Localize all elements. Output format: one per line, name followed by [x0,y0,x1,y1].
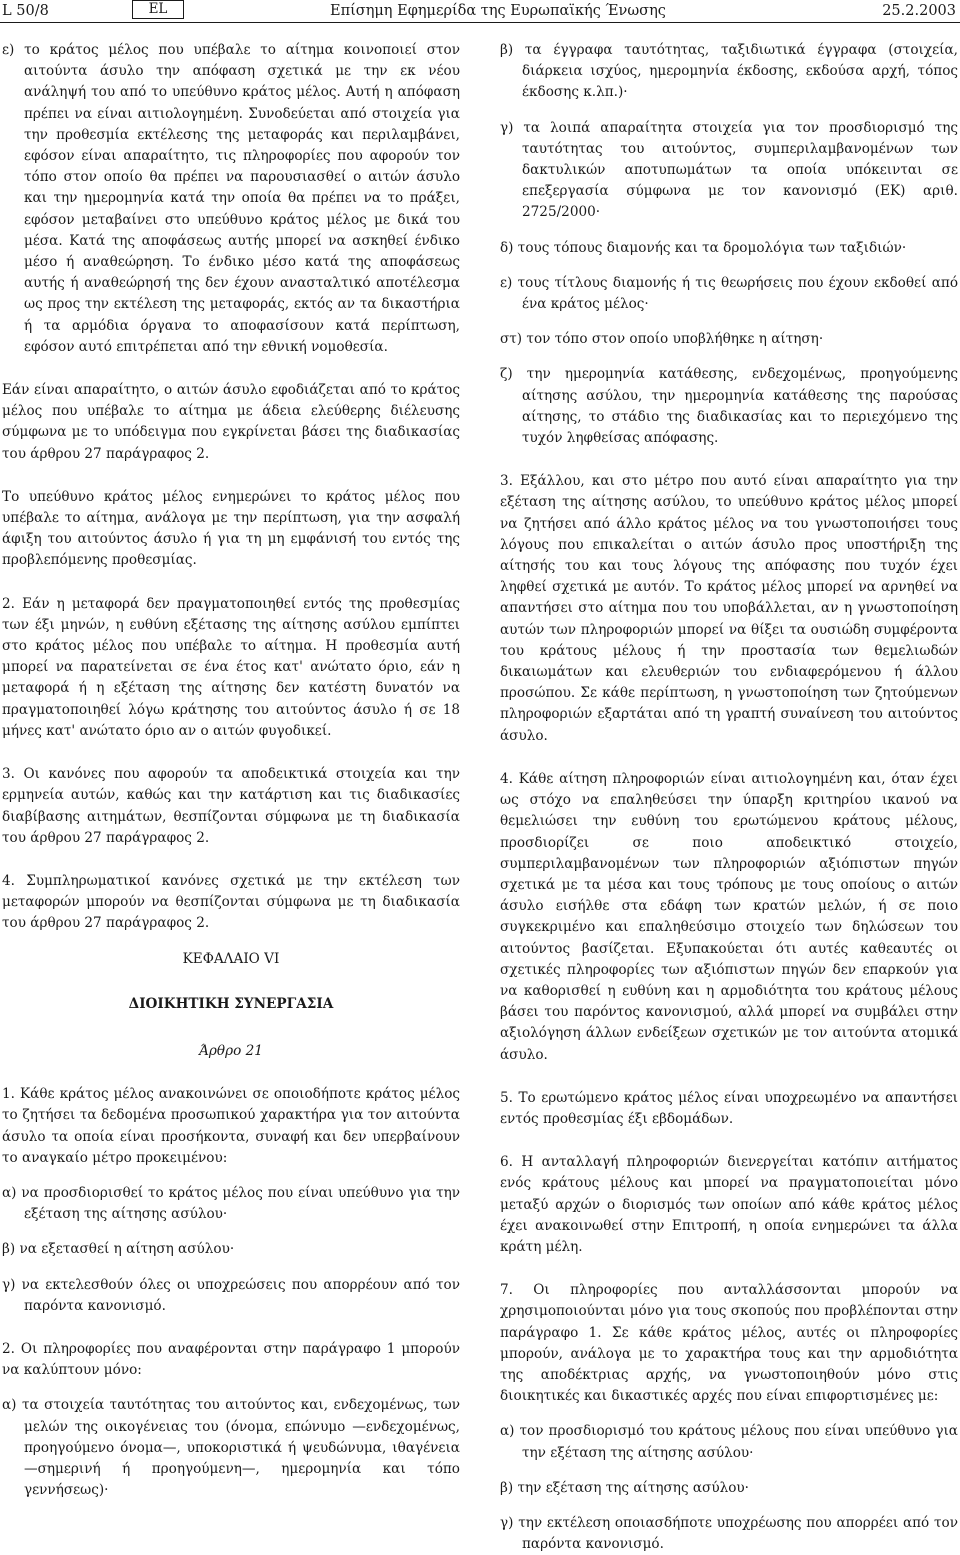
right-para-3: 3. Εξάλλου, και στο μέτρο που αυτό είναι απαραίτητο για την εξέταση της αίτησης ασύλου, το υπεύθυνο κράτος μέλος μπορεί να ζητήσει από άλλο κράτος μέλος να του γνωστοποιήσει τους λόγους που επικαλείται ο αιτών άσυλο προς υποστήριξη της αίτησής του και τους λόγους της απόφασης που τυχόν έχει ληφθεί σχετικά με αυτόν. Το κράτος μέλος μπορεί να αρνηθεί να απαντήσει στο αίτημα που του υποβάλλεται, αν η γνωστοποίηση αυτών των πληροφοριών μπορεί να θίξει τα ουσιώδη συμφέροντα του κράτους μέλους ή την προστασία των θεμελιωδών δικαιωμάτων και ελευθεριών του ενδιαφερόμενου ή άλλου προσώπου. Σε κάθε περίπτωση, η γνωστοποίηση των ζητούμενων πληροφοριών εξαρτάται από τη γραπτή συναίνεση του αιτούντος άσυλο. [500,473,958,744]
left-para-5: 3. Οι κανόνες που αφορούν τα αποδεικτικά στοιχεία και την ερμηνεία αυτών, καθώς και την κατάρτιση και τις διαδικασίες διαβίβασης αιτημάτων, θεσπίζονται σύμφωνα με τη διαδικασία του άρθρου 27 παράγραφος 2. [2,766,460,846]
right-item-c: γ) τα λοιπά απαραίτητα στοιχεία για τον προσδιορισμό της ταυτότητας του αιτούντος, συμπεριλαμβανομένων των δακτυλικών αποτυπωμάτων τα οποία υπόκεινται σε επεξεργασία σύμφωνα με τον κανονισμό (ΕΚ) αριθ. 2725/2000· [500,119,958,221]
left-para-7: 1. Κάθε κράτος μέλος ανακοινώνει σε οποιοδήποτε κράτος μέλος το ζητήσει τα δεδομένα προσωπικού χαρακτήρα για τον αιτούντα άσυλο τα οποία είναι προσήκοντα, συναφή και δεν υπερβαίνουν το αναγκαίο μέτρο προκειμένου: [2,1086,460,1166]
publication-date: 25.2.2003 [882,3,956,19]
right-item-a2: α) τον προσδιορισμό του κράτους μέλους που είναι υπεύθυνο για την εξέταση της αίτησης ασύλου· [500,1423,958,1461]
left-para-1: ε) το κράτος μέλος που υπέβαλε το αίτημα κοινοποιεί στον αιτούντα άσυλο την απόφαση σχετικά με την εκ νέου ανάληψή του από το υπεύθυνο κράτος μέλος. Αυτή η απόφαση πρέπει να είναι αιτιολογημένη. Συνοδεύεται από στοιχεία για την προθεσμία εκτέλεσης της μεταφοράς και περιλαμβάνει, εφόσον είναι απαραίτητο, τις πληροφορίες που αφορούν τον τόπο στον οποίο θα πρέπει να παρουσιασθεί ο αιτών άσυλο και την ημερομηνία κατά την οποία θα πρέπει να το πράξει, εφόσον μεταβαίνει στο υπεύθυνο κράτος μέλος με δικά του μέσα. Κατά της αποφάσεως αυτής μπορεί να ασκηθεί ένδικο μέσο ή αναθεώρηση. Το ένδικο μέσο κατά της αποφάσεως αυτής ή αναθεώρησή της δεν έχουν ανασταλτικό αποτέλεσμα ως προς την εκτέλεση της μεταφοράς, εκτός αν τα δικαστήρια ή τα αρμόδια όργανα το αποφασίσουν κατά περίπτωση, εφόσον αυτό επιτρέπεται από την εθνική νομοθεσία. [2,42,460,355]
right-para-7: 7. Οι πληροφορίες που ανταλλάσσονται μπορούν να χρησιμοποιούνται μόνο για τους σκοπούς που προβλέπονται στην παράγραφο 1. Σε κάθε κράτος μέλος, αυτές οι πληροφορίες μπορούν, ανάλογα με το χαρακτήρα τους και την αρμοδιότητα της αποδέκτριας αρχής, να γνωστοποιηθούν μόνο στις διοικητικές και δικαστικές αρχές που είναι επιφορτισμένες με: [500,1282,958,1405]
chapter-title: ΔΙΟΙΚΗΤΙΚΗ ΣΥΝΕΡΓΑΣΙΑ [128,995,334,1012]
article-heading: Άρθρο 21 [199,1042,263,1059]
right-item-st: στ) τον τόπο στον οποίο υποβλήθηκε η αίτηση· [500,331,824,348]
right-item-b2: β) την εξέταση της αίτησης ασύλου· [500,1479,749,1496]
left-item-c: γ) να εκτελεσθούν όλες οι υποχρεώσεις που απορρέουν από τον παρόντα κανονισμό. [2,1276,460,1314]
page-number: L 50/8 [2,3,49,19]
header-rule [0,22,960,23]
left-item-a: α) να προσδιορισθεί το κράτος μέλος που είναι υπεύθυνο για την εξέταση της αίτησης ασύλου· [2,1184,460,1223]
chapter-heading: ΚΕΦΑΛΑΙΟ VI [182,950,280,967]
language-code-box: EL [132,0,184,19]
left-para-8: 2. Οι πληροφορίες που αναφέρονται στην παράγραφο 1 μπορούν να καλύπτουν μόνο: [2,1340,460,1379]
right-item-e: ε) τους τίτλους διαμονής ή τις θεωρήσεις που έχουν εκδοθεί από ένα κράτος μέλος· [500,274,958,313]
journal-title: Επίσημη Εφημερίδα της Ευρωπαϊκής Ένωσης [330,3,666,19]
left-column [2,40,460,1501]
left-para-3: Το υπεύθυνο κράτος μέλος ενημερώνει το κράτος μέλος που υπέβαλε το αίτημα, ανάλογα με την περίπτωση, για την ασφαλή άφιξη του αιτούντος άσυλο ή για τη μη εμφάνισή του εντός της προβλεπόμενης προθεσμίας. [2,488,460,569]
right-para-4: 4. Κάθε αίτηση πληροφοριών είναι αιτιολογημένη και, όταν έχει ως στόχο να επαληθεύσει την ύπαρξη κριτηρίου ικανού να θεμελιώσει την ευθύνη του ερωτώμενου κράτους μέλους, προσδιορίζει σε ποιο αποδεικτικό στοιχείο, συμπεριλαμβανομένων των πληροφοριών αξιόπιστων πηγών σχετικά με τα μέσα και τους τρόπους με τους οποίους ο αιτών άσυλο εισήλθε στα εδάφη των κρατών μελών, ή σε ποιο συγκεκριμένο και επαληθεύσιμο στοιχείο των δηλώσεων του αιτούντος βασίζεται. Εξυπακούεται ότι αυτές καθεαυτές οι σχετικές πληροφορίες των αξιόπιστων πηγών δεν επαρκούν για να καθορισθεί η ευθύνη και η αρμοδιότητα του κράτους μέλους βάσει του παρόντος κανονισμού, αλλά μπορεί να συμβάλει στην αξιολόγηση άλλων ενδείξεων σχετικών με τον αιτούντα ατομικά άσυλο. [500,770,958,1063]
left-para-4: 2. Εάν η μεταφορά δεν πραγματοποιηθεί εντός της προθεσμίας των έξι μηνών, η ευθύνη εξέτασης της αίτησης ασύλου εμπίπτει στο κράτος μέλος που υπέβαλε το αίτημα. Η προθεσμία αυτή μπορεί να παρατείνεται σε ένα έτος κατ' ανώτατο όριο, εάν η μεταφορά ή η εξέταση της αίτησης δεν κατέστη δυνατόν να πραγματοποιηθεί λόγω κράτησης του αιτούντος άσυλο ή σε 18 μήνες κατ' ανώτατο όριο αν ο αιτών φυγοδικεί. [2,595,460,739]
right-item-d: δ) τους τόπους διαμονής και τα δρομολόγια των ταξιδιών· [500,239,907,256]
right-item-b: β) τα έγγραφα ταυτότητας, ταξιδιωτικά έγγραφα (στοιχεία, διάρκεια ισχύος, ημερομηνία έκδοσης, εκδούσα αρχή, τόπος έκδοσης κ.λπ.)· [500,42,958,101]
right-column [500,40,958,1555]
left-para-6: 4. Συμπληρωματικοί κανόνες σχετικά με την εκτέλεση των μεταφορών μπορούν να θεσπίζονται σύμφωνα με τη διαδικασία του άρθρου 27 παράγραφος 2. [2,872,460,932]
right-item-c2: γ) την εκτέλεση οποιασδήποτε υποχρέωσης που απορρέει από τον παρόντα κανονισμό. [500,1514,958,1553]
left-item-b: β) να εξετασθεί η αίτηση ασύλου· [2,1241,235,1258]
right-para-5: 5. Το ερωτώμενο κράτος μέλος είναι υποχρεωμένο να απαντήσει εντός προθεσμίας έξι εβδομάδων. [500,1089,958,1127]
left-para-2: Εάν είναι απαραίτητο, ο αιτών άσυλο εφοδιάζεται από το κράτος μέλος που υπέβαλε το αίτημα με άδεια ελεύθερης διέλευσης σύμφωνα με το υπόδειγμα που εγκρίνεται βάσει της διαδικασίας του άρθρου 27 παράγραφος 2. [2,382,460,462]
right-item-z: ζ) την ημερομηνία κατάθεσης, ενδεχομένως, προηγούμενης αίτησης ασύλου, την ημερομηνία κατάθεσης της παρούσας αίτησης, το στάδιο της διαδικασίας και το περιεχόμενο της τυχόν ληφθείσας απόφασης. [500,366,958,447]
right-para-6: 6. Η ανταλλαγή πληροφοριών διενεργείται κατόπιν αιτήματος ενός κράτους μέλους και μπορεί να πραγματοποιείται μόνο μεταξύ αρχών ο διορισμός των οποίων από κάθε κράτος μέλος έχει ανακοινωθεί στην Επιτροπή, η οποία ενημερώνει τα άλλα κράτη μέλη. [500,1154,958,1255]
left-item-a2: α) τα στοιχεία ταυτότητας του αιτούντος και, ενδεχομένως, των μελών της οικογένειας του (όνομα, επώνυμο —ενδεχομένως, προηγούμενο όνομα—, υποκοριστικά ή ψευδώνυμα, ιθαγένεια —σημερινή ή προηγούμενη—, ημερομηνία και τόπο γεννήσεως)· [2,1397,460,1499]
